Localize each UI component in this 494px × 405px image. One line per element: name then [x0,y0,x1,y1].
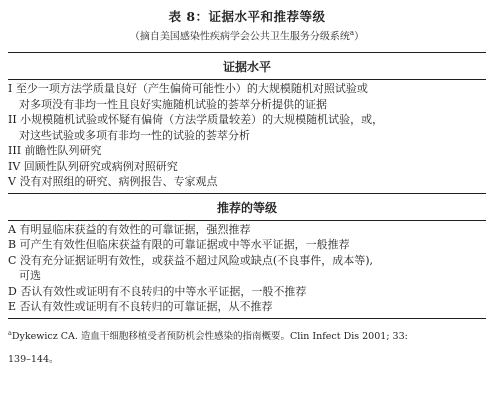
recommendation-item-e [8,299,486,315]
recommendation-item-continuation: 可选 [19,269,41,283]
evidence-item-5 [8,174,486,190]
evidence-item-3 [8,143,486,159]
evidence-item-text: III 前瞻性队列研究 [8,144,102,158]
evidence-item-1 [8,81,486,112]
footnote-citation: Dykewicz CA. 造血干细胞移植受者预防机会性感染的指南概要。Clin Infect Dis 2001; 33: [11,330,408,342]
recommendation-item-b [8,237,486,253]
recommendation-item-text: E 否认有效性或证明有不良转归的可靠证据，从不推荐 [8,300,273,314]
footnote-line-1 [8,324,486,346]
recommendation-item-text: C 没有充分证据证明有效性，或获益不超过风险或缺点(不良事件，成本等), [8,253,373,267]
table-subtitle [8,26,486,44]
evidence-item-text: I 至少一项方法学质量良好（产生偏倚可能性小）的大规模随机对照试验或 [8,82,368,96]
recommendation-list [8,221,486,318]
footnote-line-2: 139–144。 [8,353,59,365]
evidence-item-2 [8,112,486,143]
table-title: 表 8：证据水平和推荐等级 [168,9,326,24]
recommendation-item-text: A 有明显临床获益的有效性的可靠证据，强烈推荐 [8,222,251,236]
evidence-item-4 [8,159,486,175]
recommendation-item-c [8,253,486,284]
table-footnote [8,319,486,369]
evidence-item-text: V 没有对照组的研究、病例报告、专家观点 [8,175,218,189]
evidence-heading: 证据水平 [222,60,271,75]
subtitle-suffix: ） [354,31,365,43]
recommendation-heading: 推荐的等级 [216,200,277,215]
evidence-list [8,80,486,193]
recommendation-item-text: B 可产生有效性但临床获益有限的可靠证据或中等水平证据，一般推荐 [8,238,350,252]
evidence-item-text: II 小规模随机试验或怀疑有偏倚（方法学质量较差）的大规模随机试验，或， [8,113,384,127]
evidence-item-text: IV 回顾性队列研究或病例对照研究 [8,159,178,173]
evidence-item-continuation: 对这些试验或多项有非均一性的试验的荟萃分析 [19,128,250,142]
subtitle-footnote-marker: a [349,29,355,37]
subtitle-prefix: （摘自美国感染性疾病学会公共卫生服务分级系统 [129,31,350,43]
recommendation-item-text: D 否认有效性或证明有不良转归的中等水平证据，一般不推荐 [8,284,307,298]
evidence-item-continuation: 对多项没有非均一性且良好实施随机试验的荟萃分析提供的证据 [19,97,327,111]
recommendation-item-a [8,222,486,238]
footnote-marker: a [8,328,12,337]
recommendation-item-d [8,284,486,300]
